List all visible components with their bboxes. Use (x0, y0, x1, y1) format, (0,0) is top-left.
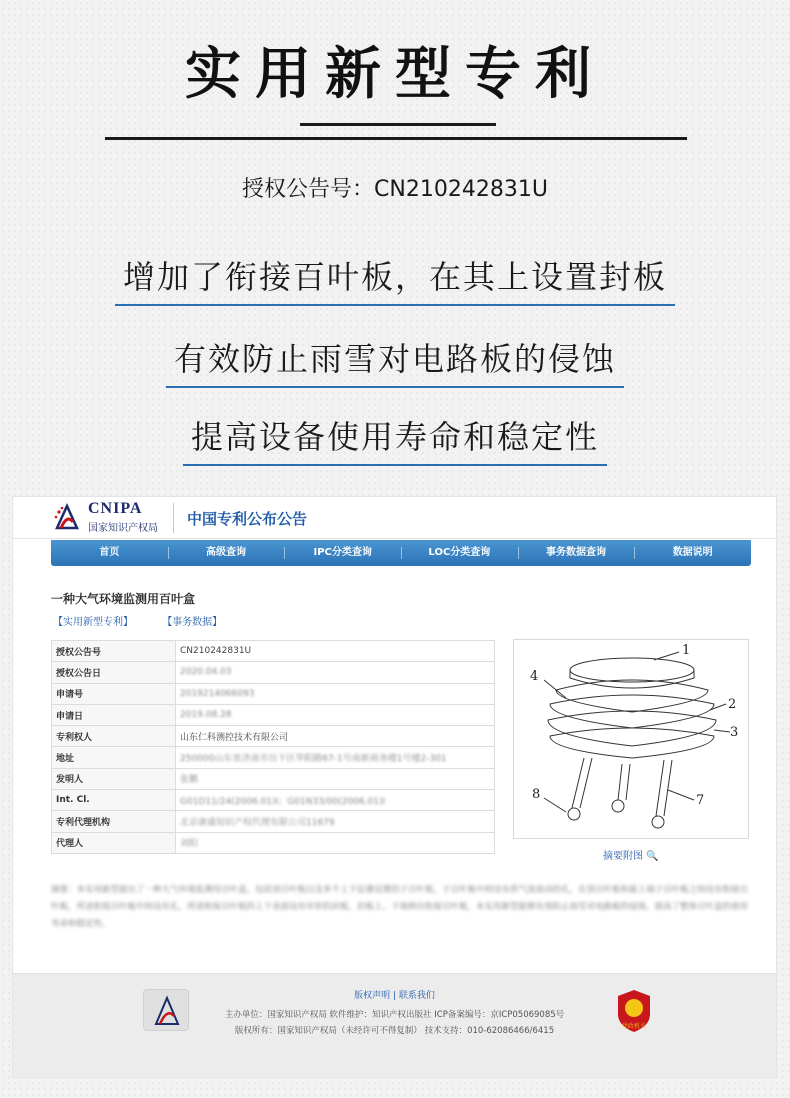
title-divider-long (105, 137, 687, 140)
footer-links[interactable]: 版权声明 | 联系我们 (354, 991, 435, 1001)
row-value: 刘阳 (176, 832, 495, 853)
feature-line-2: 有效防止雨雪对电路板的侵蚀 (0, 334, 790, 388)
row-value: 250000山东省济南市历下区华阳路67-1号南新商务楼1号楼2-301 (176, 747, 495, 768)
svg-text:党政机关: 党政机关 (621, 1023, 647, 1030)
row-key: 申请日 (52, 704, 176, 725)
magnifier-icon: 🔍 (646, 851, 659, 862)
feature-line-1: 增加了衔接百叶板，在其上设置封板 (0, 252, 790, 306)
figure-label-3: 3 (730, 725, 739, 740)
row-value: 2019.08.28 (176, 704, 495, 725)
patent-info-table (51, 640, 495, 854)
table-row (52, 704, 495, 725)
table-row (52, 641, 495, 662)
site-header (13, 497, 776, 539)
figure-label-2: 2 (728, 697, 737, 712)
footer-copyright: 版权所有：国家知识产权局（未经许可不得复制） 技术支持：010-62086466/6415 (234, 1026, 555, 1036)
feature-line-3: 提高设备使用寿命和稳定性 (0, 412, 790, 466)
title-divider-short (300, 123, 496, 126)
figure-label-4: 4 (530, 669, 539, 684)
row-value: G01D11/24(2006.01)I；G01N33/00(2006.01)I (176, 790, 495, 811)
row-value: 北京康盛知识产权代理有限公司11679 (176, 811, 495, 832)
table-row (52, 662, 495, 683)
gov-badge-icon[interactable] (615, 988, 653, 1034)
row-key: 申请号 (52, 683, 176, 704)
nav-home[interactable]: 首页 (99, 547, 120, 558)
table-row (52, 811, 495, 832)
row-key: 发明人 (52, 768, 176, 789)
row-value: 2020.04.03 (176, 662, 495, 683)
logo-text-en: CNIPA (88, 500, 143, 517)
row-key: Int. Cl. (52, 790, 176, 811)
row-key: 专利权人 (52, 726, 176, 747)
record-title: 一种大气环境监测用百叶盒 (51, 592, 196, 606)
nav-loc-search[interactable]: LOC分类查询 (401, 540, 518, 566)
nav-ipc-search[interactable]: IPC分类查询 (284, 540, 401, 566)
row-value: 2019214066093 (176, 683, 495, 704)
row-key: 地址 (52, 747, 176, 768)
link-utility-patent[interactable]: 【实用新型专利】 (53, 617, 133, 628)
row-value: CN210242831U (176, 641, 495, 662)
site-title[interactable]: 中国专利公布公告 (187, 510, 308, 528)
cnipa-logo-icon (51, 502, 83, 534)
table-row (52, 747, 495, 768)
promo-header (0, 0, 790, 490)
logo-text-cn: 国家知识产权局 (88, 523, 158, 534)
record-links (53, 613, 248, 628)
abstract-figure[interactable] (513, 639, 749, 839)
logo-divider (173, 503, 174, 533)
table-row (52, 790, 495, 811)
main-nav (51, 540, 751, 566)
link-transaction-data[interactable]: 【事务数据】 (162, 617, 223, 628)
table-row (52, 726, 495, 747)
patent-screenshot (13, 497, 776, 1077)
table-row (52, 832, 495, 853)
nav-transaction-search[interactable]: 事务数据查询 (518, 540, 635, 566)
figure-caption-link[interactable]: 摘要附图 🔍 (603, 851, 659, 862)
figure-label-1: 1 (682, 643, 691, 658)
table-row (52, 768, 495, 789)
table-row (52, 683, 495, 704)
row-value: 张鹏 (176, 768, 495, 789)
row-key: 授权公告号 (52, 641, 176, 662)
louver-box-drawing (514, 640, 750, 840)
nav-advanced-search[interactable]: 高级查询 (168, 540, 285, 566)
row-key: 专利代理机构 (52, 811, 176, 832)
abstract-text: 摘要：本实用新型提出了一种大气环境监测用百叶盒，包括顶百叶板以及多个上下层叠设置的子百叶板，子百叶板中间设有供气流流动的孔，在顶百叶板和最上端子百叶板之间设有衔接百叶板，所述衔接百叶板中间设有孔，所述衔接百叶板的上下表面设有环形的封板，封板上、下端伸出衔接百叶板，本实用新型能够有效防止雨雪对电路板的侵蚀，提高了整体百叶盒的使用寿命和稳定性。 (51, 885, 749, 929)
row-key: 代理人 (52, 832, 176, 853)
figure-label-8: 8 (532, 787, 541, 802)
row-value: 山东仁科测控技术有限公司 (176, 726, 495, 747)
footer-host-info: 主办单位：国家知识产权局 软件维护：知识产权出版社 ICP备案编号：京ICP05069085号 (224, 1010, 565, 1020)
figure-label-7: 7 (696, 793, 705, 808)
page-title: 实用新型专利 (185, 42, 605, 107)
nav-data-description[interactable]: 数据说明 (634, 540, 751, 566)
announcement-number: 授权公告号：CN210242831U (242, 177, 548, 202)
row-key: 授权公告日 (52, 662, 176, 683)
site-footer (13, 973, 776, 1077)
